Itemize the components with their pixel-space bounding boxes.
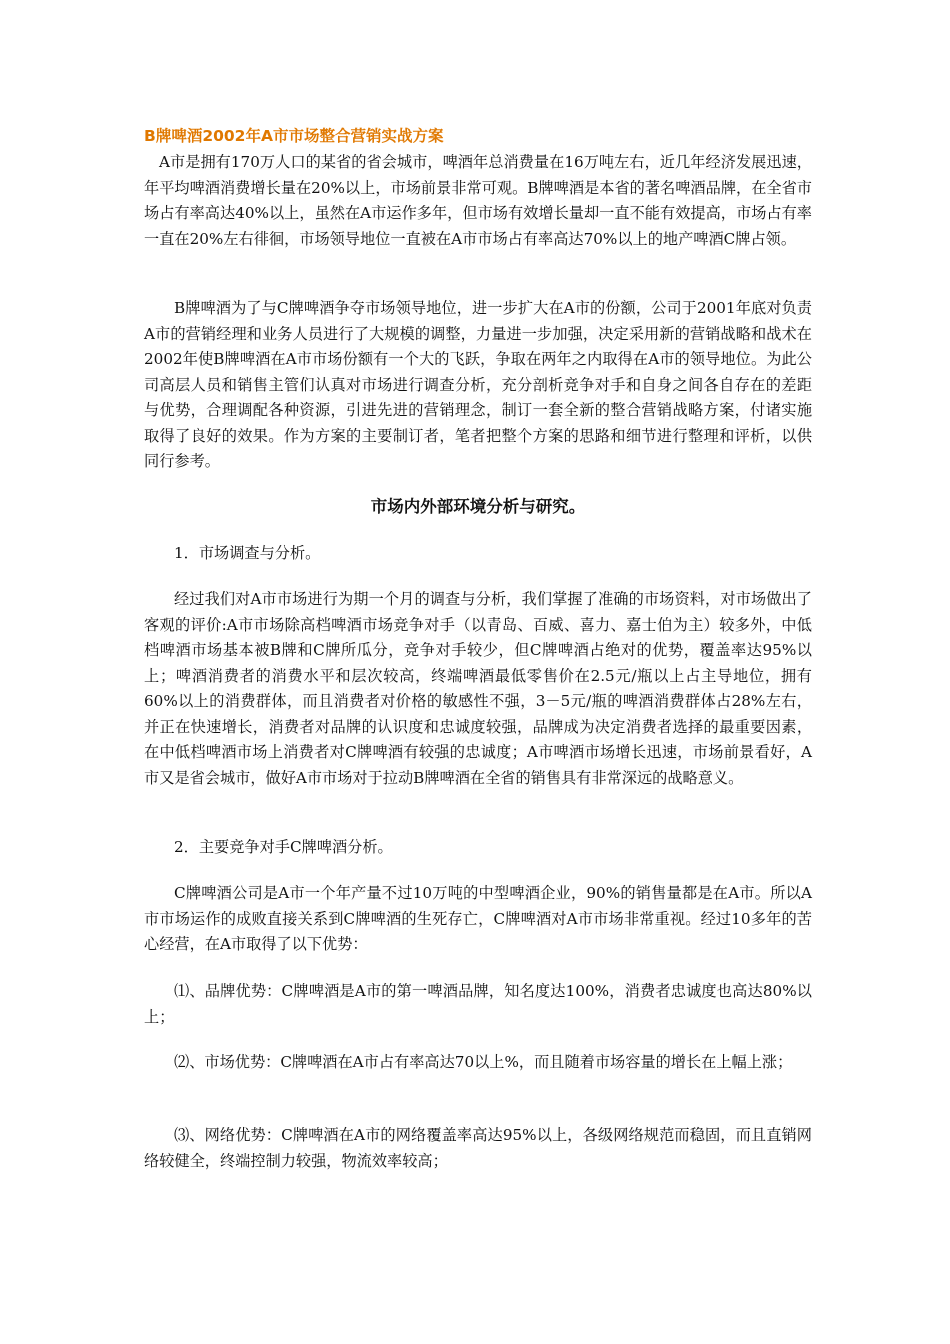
paragraph-2: B牌啤酒为了与C牌啤酒争夺市场领导地位，进一步扩大在A市的份额，公司于2001年底对负责A市的营销经理和业务人员进行了大规模的调整，力量进一步加强，决定采用新的营销战略和战术在2002年使B牌啤酒在A市市场份额有一个大的飞跃，争取在两年之内取得在A市的领导地位。为此公司高层人员和销售主管们认真对市场进行调查分析，充分剖析竞争对手和自身之间各自存在的差距与优势，合理调配各种资源，引进先进的营销理念，制订一套全新的整合营销战略方案，付诸实施取得了良好的效果。作为方案的主要制订者，笔者把整个方案的思路和细节进行整理和评析，以供同行参考。: [144, 299, 812, 470]
advantage-item-3: ⑶、网络优势：C牌啤酒在A市的网络覆盖率高达95%以上，各级网络规范而稳固，而且直销网络较健全，终端控制力较强，物流效率较高；: [144, 1126, 812, 1170]
advantage-item-2: ⑵、市场优势：C牌啤酒在A市占有率高达70以上%，而且随着市场容量的增长在上幅上涨；: [174, 1053, 793, 1071]
section-heading: 市场内外部环境分析与研究。: [370, 497, 586, 516]
subsection-2-heading: 2．主要竞争对手C牌啤酒分析。: [174, 838, 393, 856]
document-title: B牌啤酒2002年A市市场整合营销实战方案: [144, 127, 444, 145]
advantage-item-1: ⑴、品牌优势：C牌啤酒是A市的第一啤酒品牌，知名度达100%，消费者忠诚度也高达80%以上；: [144, 982, 812, 1026]
paragraph-4: C牌啤酒公司是A市一个年产量不过10万吨的中型啤酒企业，90%的销售量都是在A市。所以A市市场运作的成败直接关系到C牌啤酒的生死存亡，C牌啤酒对A市市场非常重视。经过10多年的苦心经营，在A市取得了以下优势：: [144, 884, 812, 953]
intro-paragraph: A市是拥有170万人口的某省的省会城市，啤酒年总消费量在16万吨左右，近几年经济发展迅速，年平均啤酒消费增长量在20%以上，市场前景非常可观。B牌啤酒是本省的著名啤酒品牌，在全省市场占有率高达40%以上，虽然在A市运作多年，但市场有效增长量却一直不能有效提高，市场占有率一直在20%左右徘徊，市场领导地位一直被在A市市场占有率高达70%以上的地产啤酒C牌占领。: [144, 153, 812, 248]
paragraph-3: 经过我们对A市市场进行为期一个月的调查与分析，我们掌握了准确的市场资料，对市场做出了客观的评价:A市市场除高档啤酒市场竞争对手（以青岛、百威、喜力、嘉士伯为主）较多外，中低档啤酒市场基本被B牌和C牌所瓜分，竞争对手较少，但C牌啤酒占绝对的优势，覆盖率达95%以上；啤酒消费者的消费水平和层次较高，终端啤酒最低零售价在2.5元/瓶以上占主导地位，拥有60%以上的消费群体，而且消费者对价格的敏感性不强，3－5元/瓶的啤酒消费群体占28%左右，并正在快速增长，消费者对品牌的认识度和忠诚度较强，品牌成为决定消费者选择的最重要因素，在中低档啤酒市场上消费者对C牌啤酒有较强的忠诚度；A市啤酒市场增长迅速，市场前景看好，A市又是省会城市，做好A市市场对于拉动B牌啤酒在全省的销售具有非常深远的战略意义。: [144, 590, 812, 787]
subsection-1-heading: 1．市场调查与分析。: [174, 544, 321, 562]
